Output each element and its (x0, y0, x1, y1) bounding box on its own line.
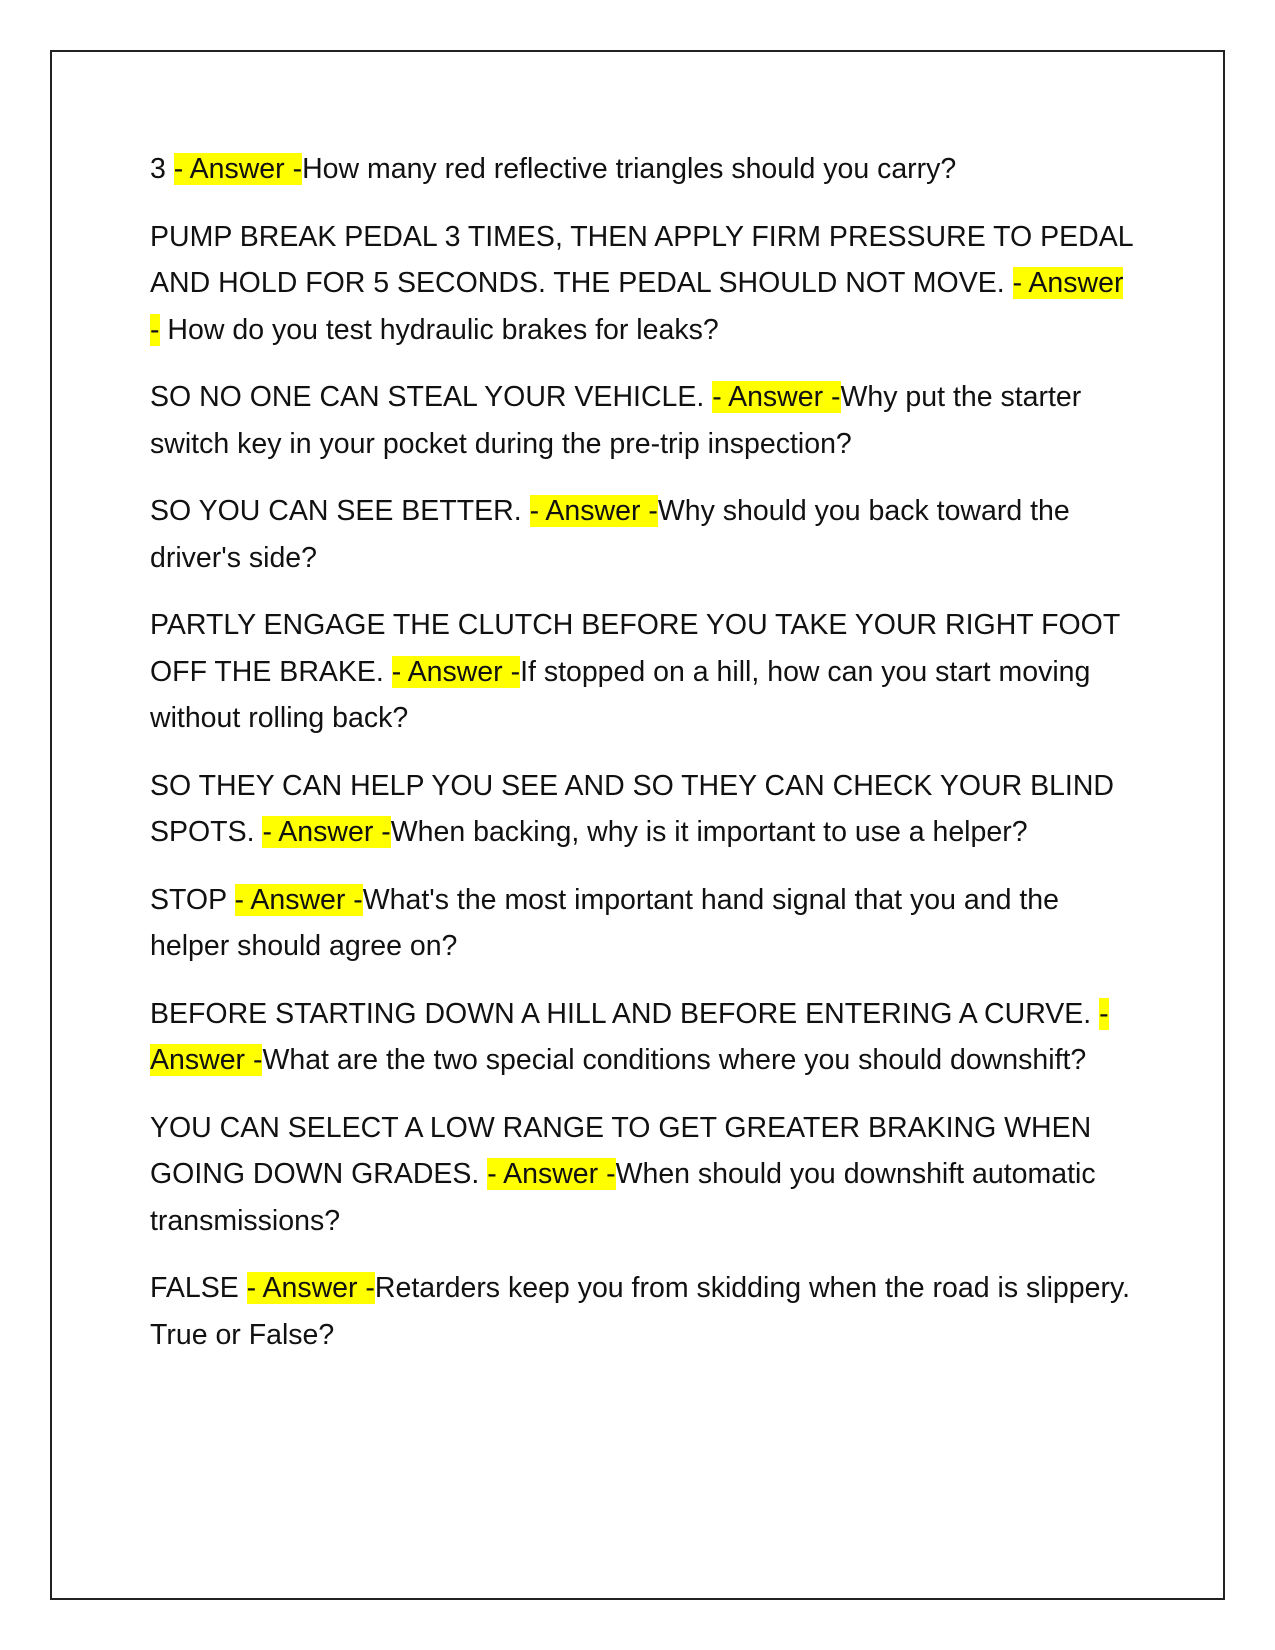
question-text: Why put the starter switch key in your pocket during the pre-trip inspection? (150, 381, 1082, 460)
answer-marker: - Answer - (246, 1272, 375, 1304)
question-text: What's the most important hand signal that you and the helper should agree on? (150, 883, 1059, 962)
answer-text: FALSE (150, 1272, 239, 1304)
answer-marker: - Answer - (487, 1158, 616, 1190)
qa-item (150, 214, 1135, 354)
qa-list (150, 146, 1135, 1379)
qa-item (150, 374, 1135, 467)
qa-item (150, 488, 1135, 581)
answer-text: PUMP BREAK PEDAL 3 TIMES, THEN APPLY FIRM PRESSURE TO PEDAL AND HOLD FOR 5 SECONDS. THE PEDAL SHOULD NOT MOVE. (150, 220, 1133, 299)
answer-text: 3 (150, 153, 166, 185)
question-text: When should you downshift automatic transmissions? (150, 1158, 1096, 1237)
answer-text: SO THEY CAN HELP YOU SEE AND SO THEY CAN CHECK YOUR BLIND SPOTS. (150, 769, 1115, 848)
question-text: What are the two special conditions where you should downshift? (262, 1044, 1087, 1076)
answer-text: SO NO ONE CAN STEAL YOUR VEHICLE. (150, 381, 705, 413)
qa-item (150, 763, 1135, 856)
answer-marker: - Answer - (173, 153, 303, 185)
question-text: How do you test hydraulic brakes for leaks? (167, 313, 719, 346)
question-text: When backing, why is it important to use a helper? (390, 816, 1028, 848)
answer-marker: - Answer - (712, 381, 841, 413)
answer-text: PARTLY ENGAGE THE CLUTCH BEFORE YOU TAKE YOUR RIGHT FOOT OFF THE BRAKE. (150, 609, 1120, 688)
qa-item (150, 146, 1135, 193)
answer-marker: - Answer - (150, 997, 1109, 1076)
answer-text: SO YOU CAN SEE BETTER. (150, 495, 522, 527)
answer-text: YOU CAN SELECT A LOW RANGE TO GET GREATER BRAKING WHEN GOING DOWN GRADES. (150, 1111, 1092, 1190)
qa-item (150, 1265, 1135, 1358)
answer-text: BEFORE STARTING DOWN A HILL AND BEFORE ENTERING A CURVE. (150, 997, 1092, 1030)
answer-marker: - Answer - (529, 495, 658, 527)
question-text: Retarders keep you from skidding when the road is slippery. True or False? (150, 1272, 1131, 1351)
answer-marker: - Answer - (150, 267, 1124, 346)
question-text: If stopped on a hill, how can you start moving without rolling back? (150, 655, 1091, 734)
qa-item (150, 1105, 1135, 1245)
question-text: How many red reflective triangles should you carry? (302, 153, 957, 185)
answer-marker: - Answer - (234, 883, 363, 916)
qa-item (150, 602, 1135, 742)
answer-marker: - Answer - (391, 655, 521, 688)
qa-item (150, 877, 1135, 970)
answer-text: STOP (150, 883, 227, 916)
question-text: Why should you back toward the driver's side? (150, 495, 1070, 574)
answer-marker: - Answer - (262, 816, 391, 848)
qa-item (150, 991, 1135, 1084)
